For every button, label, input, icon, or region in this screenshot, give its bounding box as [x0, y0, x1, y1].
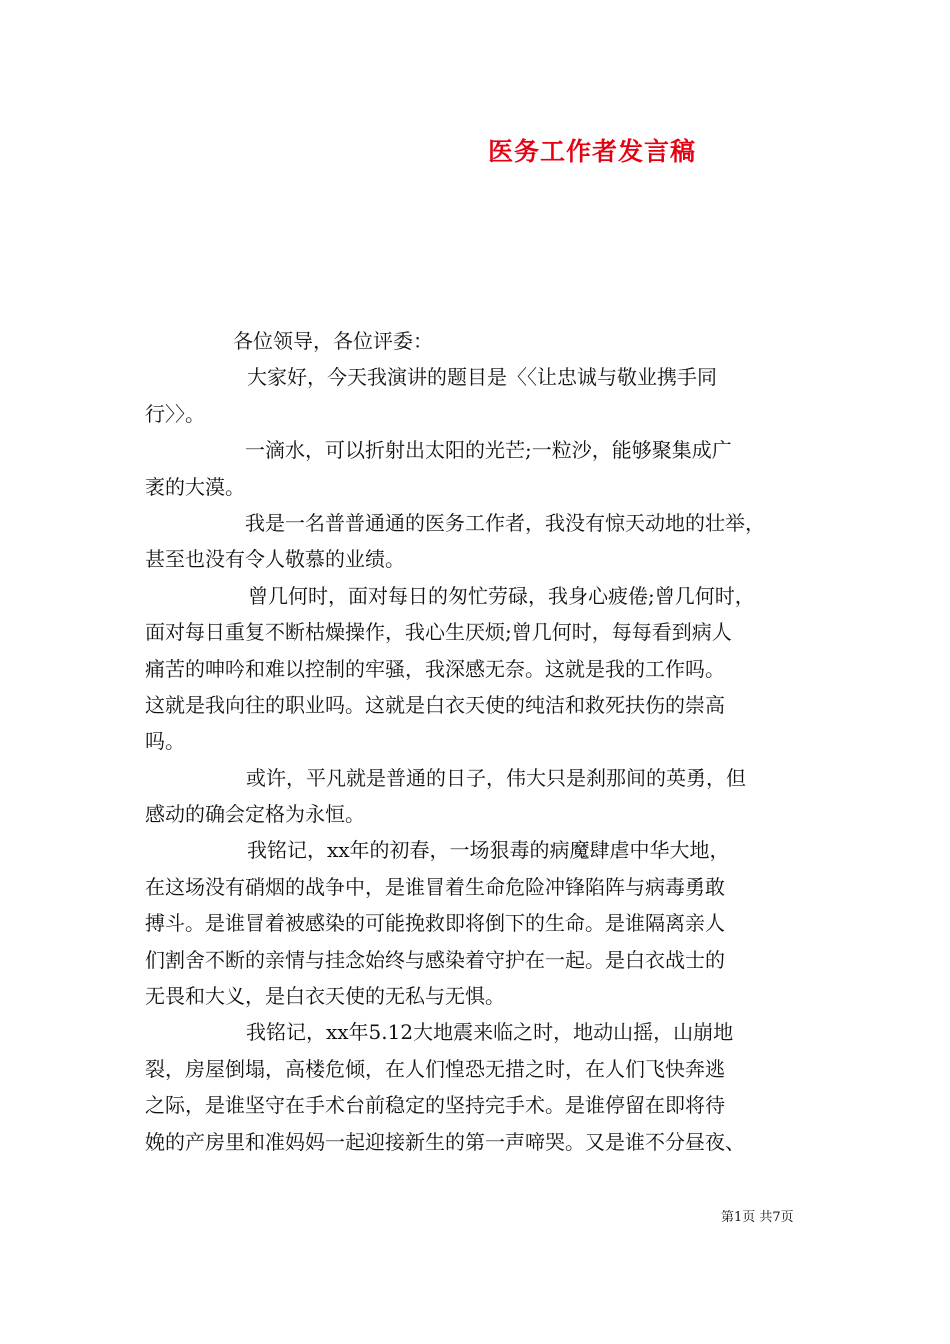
- text-line: 我铭记，xx年的初春，一场狠毒的病魔肆虐中华大地，: [247, 838, 730, 863]
- text-line: 搏斗。是谁冒着被感染的可能挽救即将倒下的生命。是谁隔离亲人: [145, 911, 725, 936]
- text-line: 或许，平凡就是普通的日子，伟大只是刹那间的英勇，但: [246, 765, 746, 790]
- text-line: 曾几何时，面对每日的匆忙劳碌，我身心疲倦;曾几何时，: [248, 583, 755, 608]
- text-line: 们割舍不断的亲情与挂念始终与感染着守护在一起。是白衣战士的: [145, 947, 725, 972]
- text-line: 感动的确会定格为永恒。: [145, 802, 365, 827]
- text-line: 袤的大漠。: [145, 474, 245, 499]
- text-line: 我铭记，xx年5.12大地震来临之时，地动山摇，山崩地: [246, 1020, 734, 1045]
- text-line: 这就是我向往的职业吗。这就是白衣天使的纯洁和救死扶伤的崇高: [145, 692, 725, 717]
- text-line: 面对每日重复不断枯燥操作，我心生厌烦;曾几何时，每每看到病人: [145, 620, 732, 645]
- text-line: 娩的产房里和准妈妈一起迎接新生的第一声啼哭。又是谁不分昼夜、: [145, 1129, 745, 1154]
- document-body: [145, 323, 815, 1160]
- text-line: 痛苦的呻吟和难以控制的牢骚，我深感无奈。这就是我的工作吗。: [145, 656, 725, 681]
- text-line: 之际，是谁坚守在手术台前稳定的坚持完手术。是谁停留在即将待: [145, 1093, 725, 1118]
- text-line: 行〉〉。: [145, 401, 205, 426]
- text-line: 甚至也没有令人敬慕的业绩。: [145, 547, 405, 572]
- text-line: 大家好，今天我演讲的题目是〈〈让忠诚与敬业携手同: [247, 365, 717, 390]
- text-line: 吗。: [145, 729, 185, 754]
- text-line: 在这场没有硝烟的战争中，是谁冒着生命危险冲锋陷阵与病毒勇敢: [145, 874, 725, 899]
- text-line: 一滴水，可以折射出太阳的光芒;一粒沙，能够聚集成广: [245, 438, 732, 463]
- document-title: 医务工作者发言稿: [488, 137, 697, 166]
- text-line: 无畏和大义，是白衣天使的无私与无惧。: [145, 984, 505, 1009]
- text-line: 裂，房屋倒塌，高楼危倾，在人们惶恐无措之时，在人们飞快奔逃: [145, 1056, 725, 1081]
- page-footer: 第1页 共7页: [721, 1210, 794, 1225]
- text-line: 各位领导，各位评委：: [233, 329, 433, 353]
- text-line: 我是一名普普通通的医务工作者，我没有惊天动地的壮举，: [245, 510, 765, 535]
